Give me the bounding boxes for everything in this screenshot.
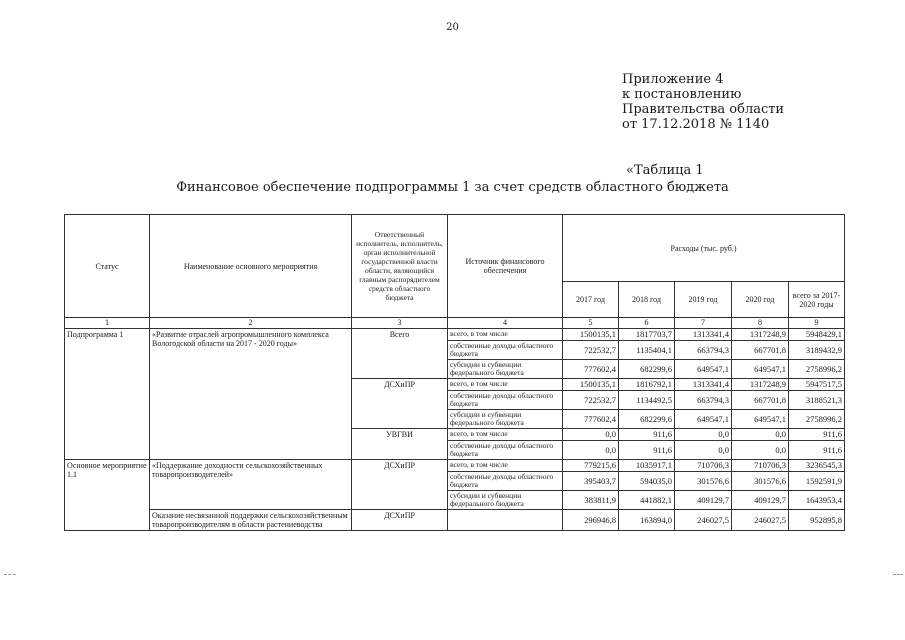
value-cell: 1134492,5 xyxy=(619,391,675,410)
value-cell: 246027,5 xyxy=(675,510,732,531)
value-cell: 1500135,1 xyxy=(563,379,619,391)
header-row xyxy=(65,215,845,282)
value-cell: 777602,4 xyxy=(563,410,619,429)
table-row xyxy=(65,460,845,472)
value-cell: 649547,1 xyxy=(675,360,732,379)
appendix-line: Приложение 4 xyxy=(622,72,724,87)
source-cell: всего, в том числе xyxy=(448,329,563,341)
col-number: 8 xyxy=(732,318,789,329)
source-cell: всего, в том числе xyxy=(448,379,563,391)
value-cell: 395403,7 xyxy=(563,472,619,491)
value-cell: 1313341,4 xyxy=(675,329,732,341)
value-cell: 1317248,9 xyxy=(732,329,789,341)
value-cell: 710706,3 xyxy=(732,460,789,472)
value-cell: 1135404,1 xyxy=(619,341,675,360)
value-cell: 663794,3 xyxy=(675,341,732,360)
table-label: «Таблица 1 xyxy=(626,163,704,178)
value-cell: 409129,7 xyxy=(732,491,789,510)
value-cell: 3188521,3 xyxy=(789,391,845,410)
col-number: 1 xyxy=(65,318,150,329)
value-cell: 246027,5 xyxy=(732,510,789,531)
value-cell: 911,6 xyxy=(789,429,845,441)
value-cell: 5947517,5 xyxy=(789,379,845,391)
value-cell: 663794,3 xyxy=(675,391,732,410)
value-cell: 301576,6 xyxy=(675,472,732,491)
page-edge-mark xyxy=(4,574,16,575)
value-cell: 682299,6 xyxy=(619,410,675,429)
value-cell: 1317248,9 xyxy=(732,379,789,391)
col-number: 6 xyxy=(619,318,675,329)
source-cell xyxy=(448,510,563,531)
value-cell: 441882,1 xyxy=(619,491,675,510)
header-2019: 2019 год xyxy=(675,282,732,318)
col-number: 7 xyxy=(675,318,732,329)
header-measure: Наименование основного мероприятия xyxy=(150,215,352,318)
source-cell: собственные доходы областного бюджета xyxy=(448,391,563,410)
source-cell: субсидии и субвенции федерального бюджета xyxy=(448,491,563,510)
value-cell: 163894,0 xyxy=(619,510,675,531)
value-cell: 0,0 xyxy=(732,429,789,441)
col-number: 9 xyxy=(789,318,845,329)
value-cell: 777602,4 xyxy=(563,360,619,379)
value-cell: 722532,7 xyxy=(563,391,619,410)
value-cell: 5948429,1 xyxy=(789,329,845,341)
column-number-row xyxy=(65,318,845,329)
document-title: Финансовое обеспечение подпрограммы 1 за счет средств областного бюджета xyxy=(176,180,729,195)
page-number: 20 xyxy=(446,22,459,33)
status-cell: Подпрограмма 1 xyxy=(65,329,150,460)
value-cell: 667701,8 xyxy=(732,341,789,360)
value-cell: 649547,1 xyxy=(675,410,732,429)
header-source: Источник финансового обеспечения xyxy=(448,215,563,318)
value-cell: 0,0 xyxy=(563,429,619,441)
value-cell: 296946,8 xyxy=(563,510,619,531)
value-cell: 3189432,9 xyxy=(789,341,845,360)
source-cell: собственные доходы областного бюджета xyxy=(448,472,563,491)
header-2018: 2018 год xyxy=(619,282,675,318)
header-2020: 2020 год xyxy=(732,282,789,318)
source-cell: всего, в том числе xyxy=(448,460,563,472)
source-cell: всего, в том числе xyxy=(448,429,563,441)
col-number: 2 xyxy=(150,318,352,329)
finance-table xyxy=(64,214,845,531)
value-cell: 0,0 xyxy=(732,441,789,460)
value-cell: 1592591,9 xyxy=(789,472,845,491)
value-cell: 383811,9 xyxy=(563,491,619,510)
value-cell: 667701,8 xyxy=(732,391,789,410)
value-cell: 0,0 xyxy=(563,441,619,460)
value-cell: 911,6 xyxy=(619,441,675,460)
measure-cell: «Развитие отраслей агропромышленного комплекса Вологодской области на 2017 - 2020 годы» xyxy=(150,329,352,460)
value-cell: 649547,1 xyxy=(732,410,789,429)
appendix-header xyxy=(622,72,784,132)
page-edge-mark xyxy=(893,574,903,575)
table-row xyxy=(65,329,845,341)
value-cell: 301576,6 xyxy=(732,472,789,491)
appendix-line: к постановлению xyxy=(622,87,742,102)
appendix-line: Правительства области xyxy=(622,102,785,117)
value-cell: 682299,6 xyxy=(619,360,675,379)
source-cell: субсидии и субвенции федерального бюджета xyxy=(448,410,563,429)
value-cell: 779215,6 xyxy=(563,460,619,472)
executor-cell: ДСХиПР xyxy=(352,510,448,531)
value-cell: 722532,7 xyxy=(563,341,619,360)
col-number: 5 xyxy=(563,318,619,329)
value-cell: 649547,1 xyxy=(732,360,789,379)
col-number: 3 xyxy=(352,318,448,329)
value-cell: 1500135,1 xyxy=(563,329,619,341)
status-cell: Основное мероприятие 1.1 xyxy=(65,460,150,531)
header-total: всего за 2017-2020 годы xyxy=(789,282,845,318)
source-cell: собственные доходы областного бюджета xyxy=(448,341,563,360)
value-cell: 2758996,2 xyxy=(789,360,845,379)
source-cell: субсидии и субвенции федерального бюджета xyxy=(448,360,563,379)
measure-cell: Оказание несвязанной поддержки сельскохозяйственным товаропроизводителям в области растениеводства xyxy=(150,510,352,531)
source-cell: собственные доходы областного бюджета xyxy=(448,441,563,460)
header-status: Статус xyxy=(65,215,150,318)
executor-cell: ДСХиПР xyxy=(352,379,448,429)
value-cell: 2758996,2 xyxy=(789,410,845,429)
value-cell: 911,6 xyxy=(619,429,675,441)
value-cell: 0,0 xyxy=(675,429,732,441)
table-row xyxy=(65,510,845,531)
value-cell: 911,6 xyxy=(789,441,845,460)
value-cell: 710706,3 xyxy=(675,460,732,472)
col-number: 4 xyxy=(448,318,563,329)
executor-cell: УВГВИ xyxy=(352,429,448,460)
value-cell: 1313341,4 xyxy=(675,379,732,391)
value-cell: 1816792,1 xyxy=(619,379,675,391)
value-cell: 409129,7 xyxy=(675,491,732,510)
header-expenses: Расходы (тыс. руб.) xyxy=(563,215,845,282)
measure-cell: «Поддержание доходности сельскохозяйственных товаропроизводителей» xyxy=(150,460,352,510)
value-cell: 0,0 xyxy=(675,441,732,460)
value-cell: 3236545,3 xyxy=(789,460,845,472)
value-cell: 1817703,7 xyxy=(619,329,675,341)
executor-cell: Всего xyxy=(352,329,448,379)
value-cell: 1035917,1 xyxy=(619,460,675,472)
value-cell: 1643953,4 xyxy=(789,491,845,510)
header-2017: 2017 год xyxy=(563,282,619,318)
appendix-line: от 17.12.2018 № 1140 xyxy=(622,117,770,132)
value-cell: 952895,8 xyxy=(789,510,845,531)
header-executor: Ответственный исполнитель, исполнитель, орган исполнительной государственной власти области, являющийся главным распорядителем средств областного бюджета xyxy=(352,215,448,318)
value-cell: 594035,0 xyxy=(619,472,675,491)
executor-cell: ДСХиПР xyxy=(352,460,448,510)
